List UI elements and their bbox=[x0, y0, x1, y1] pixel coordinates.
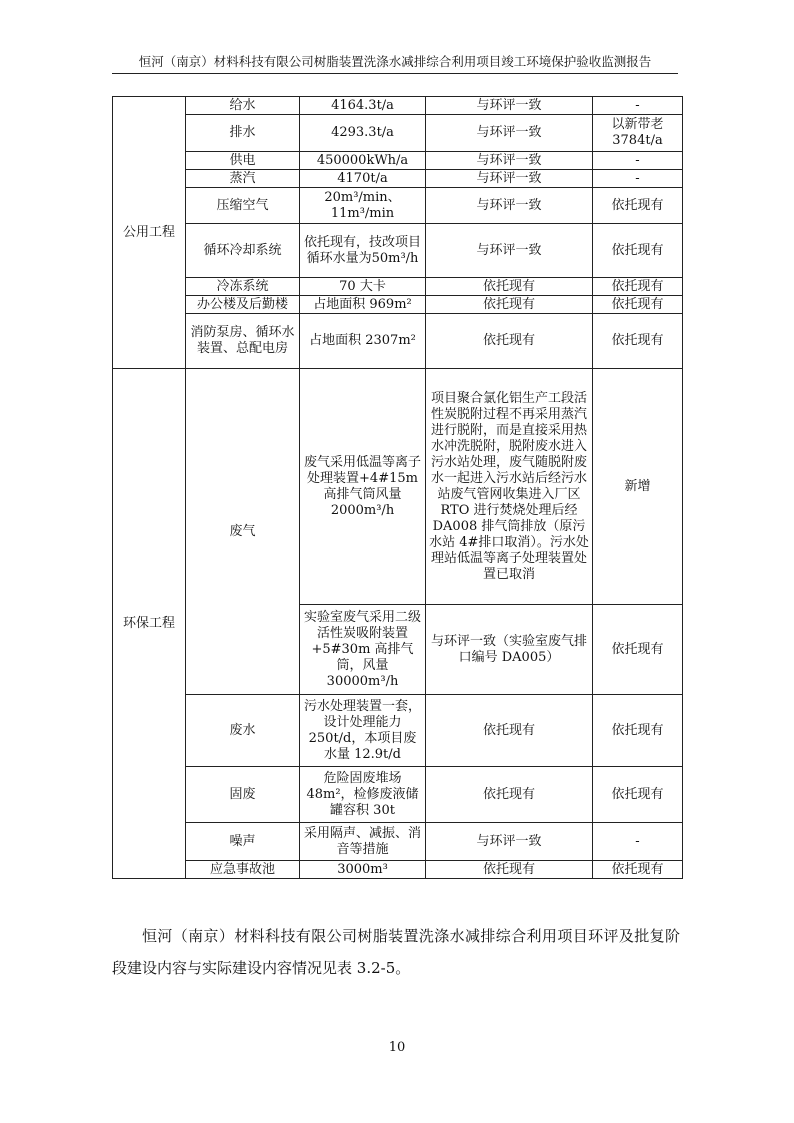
comparison-cell: 与环评一致 bbox=[426, 188, 593, 224]
item-name: 废气 bbox=[186, 369, 300, 695]
remark-cell: - bbox=[593, 823, 683, 861]
item-name: 蒸汽 bbox=[186, 170, 300, 188]
item-name: 固废 bbox=[186, 767, 300, 823]
group-label-env: 环保工程 bbox=[113, 369, 186, 879]
scale-cell: 占地面积 969m² bbox=[300, 296, 426, 314]
table-row bbox=[113, 97, 683, 115]
construction-content-table bbox=[112, 96, 683, 879]
running-header: 恒河（南京）材料科技有限公司树脂装置洗涤水减排综合利用项目竣工环境保护验收监测报告 bbox=[138, 54, 652, 69]
scale-cell: 采用隔声、减振、消音等措施 bbox=[300, 823, 426, 861]
comparison-cell: 依托现有 bbox=[426, 767, 593, 823]
remark-cell: 新增 bbox=[593, 369, 683, 605]
remark-cell: 依托现有 bbox=[593, 188, 683, 224]
remark-cell: 以新带老3784t/a bbox=[593, 115, 683, 152]
table-row bbox=[113, 152, 683, 170]
scale-cell: 4293.3t/a bbox=[300, 115, 426, 152]
item-name: 循环冷却系统 bbox=[186, 224, 300, 278]
scale-cell: 废气采用低温等离子处理装置+4#15m 高排气筒风量 2000m³/h bbox=[300, 369, 426, 605]
scale-cell: 依托现有，技改项目循环水量为50m³/h bbox=[300, 224, 426, 278]
comparison-cell: 与环评一致（实验室废气排口编号 DA005） bbox=[426, 605, 593, 695]
table-row bbox=[113, 188, 683, 224]
group-label-public: 公用工程 bbox=[113, 97, 186, 369]
table-row bbox=[113, 224, 683, 278]
comparison-cell: 项目聚合氯化铝生产工段活性炭脱附过程不再采用蒸汽进行脱附，而是直接采用热水冲洗脱附，脱附废水进入污水站处理，废气随脱附废水一起进入污水站后经污水站废气管网收集进入厂区 RTO 进行焚烧处理后经 DA008 排气筒排放（原污水站 4#排口取消）。污水处理站低温等离子处理装置处置已取消 bbox=[426, 369, 593, 605]
table-row bbox=[113, 115, 683, 152]
scale-cell: 污水处理装置一套，设计处理能力250t/d，本项目废水量 12.9t/d bbox=[300, 695, 426, 767]
comparison-cell: 与环评一致 bbox=[426, 152, 593, 170]
scale-cell: 3000m³ bbox=[300, 861, 426, 879]
item-name: 噪声 bbox=[186, 823, 300, 861]
remark-cell: 依托现有 bbox=[593, 861, 683, 879]
scale-cell: 70 大卡 bbox=[300, 278, 426, 296]
item-name: 办公楼及后勤楼 bbox=[186, 296, 300, 314]
scale-cell: 4170t/a bbox=[300, 170, 426, 188]
comparison-cell: 依托现有 bbox=[426, 861, 593, 879]
comparison-cell: 依托现有 bbox=[426, 278, 593, 296]
comparison-cell: 与环评一致 bbox=[426, 115, 593, 152]
item-name: 消防泵房、循环水装置、总配电房 bbox=[186, 314, 300, 369]
scale-cell: 实验室废气采用二级活性炭吸附装置+5#30m 高排气筒，风量30000m³/h bbox=[300, 605, 426, 695]
header-rule bbox=[112, 73, 678, 74]
item-name: 排水 bbox=[186, 115, 300, 152]
comparison-cell: 与环评一致 bbox=[426, 170, 593, 188]
remark-cell: 依托现有 bbox=[593, 695, 683, 767]
item-name: 供电 bbox=[186, 152, 300, 170]
table-row bbox=[113, 296, 683, 314]
scale-cell: 450000kWh/a bbox=[300, 152, 426, 170]
table-row bbox=[113, 170, 683, 188]
scale-cell: 4164.3t/a bbox=[300, 97, 426, 115]
body-paragraph: 恒河（南京）材料科技有限公司树脂装置洗涤水减排综合利用项目环评及批复阶段建设内容与实际建设内容情况见表 3.2-5。 bbox=[112, 927, 680, 977]
comparison-cell: 依托现有 bbox=[426, 695, 593, 767]
item-name: 压缩空气 bbox=[186, 188, 300, 224]
scale-cell: 占地面积 2307m² bbox=[300, 314, 426, 369]
table-row bbox=[113, 369, 683, 605]
remark-cell: 依托现有 bbox=[593, 767, 683, 823]
item-name: 给水 bbox=[186, 97, 300, 115]
comparison-cell: 与环评一致 bbox=[426, 97, 593, 115]
table-row bbox=[113, 314, 683, 369]
comparison-cell: 依托现有 bbox=[426, 296, 593, 314]
remark-cell: 依托现有 bbox=[593, 278, 683, 296]
item-name: 废水 bbox=[186, 695, 300, 767]
table-row bbox=[113, 695, 683, 767]
item-name: 冷冻系统 bbox=[186, 278, 300, 296]
scale-cell: 20m³/min、11m³/min bbox=[300, 188, 426, 224]
comparison-cell: 与环评一致 bbox=[426, 224, 593, 278]
remark-cell: - bbox=[593, 152, 683, 170]
remark-cell: - bbox=[593, 97, 683, 115]
remark-cell: 依托现有 bbox=[593, 224, 683, 278]
item-name: 应急事故池 bbox=[186, 861, 300, 879]
comparison-cell: 与环评一致 bbox=[426, 823, 593, 861]
scale-cell: 危险固废堆场48m²，检修废液储罐容积 30t bbox=[300, 767, 426, 823]
table-row bbox=[113, 767, 683, 823]
remark-cell: - bbox=[593, 170, 683, 188]
table-row bbox=[113, 823, 683, 861]
remark-cell: 依托现有 bbox=[593, 314, 683, 369]
comparison-cell: 依托现有 bbox=[426, 314, 593, 369]
table-row bbox=[113, 278, 683, 296]
table-row bbox=[113, 861, 683, 879]
page-number: 10 bbox=[388, 1040, 406, 1055]
remark-cell: 依托现有 bbox=[593, 296, 683, 314]
remark-cell: 依托现有 bbox=[593, 605, 683, 695]
